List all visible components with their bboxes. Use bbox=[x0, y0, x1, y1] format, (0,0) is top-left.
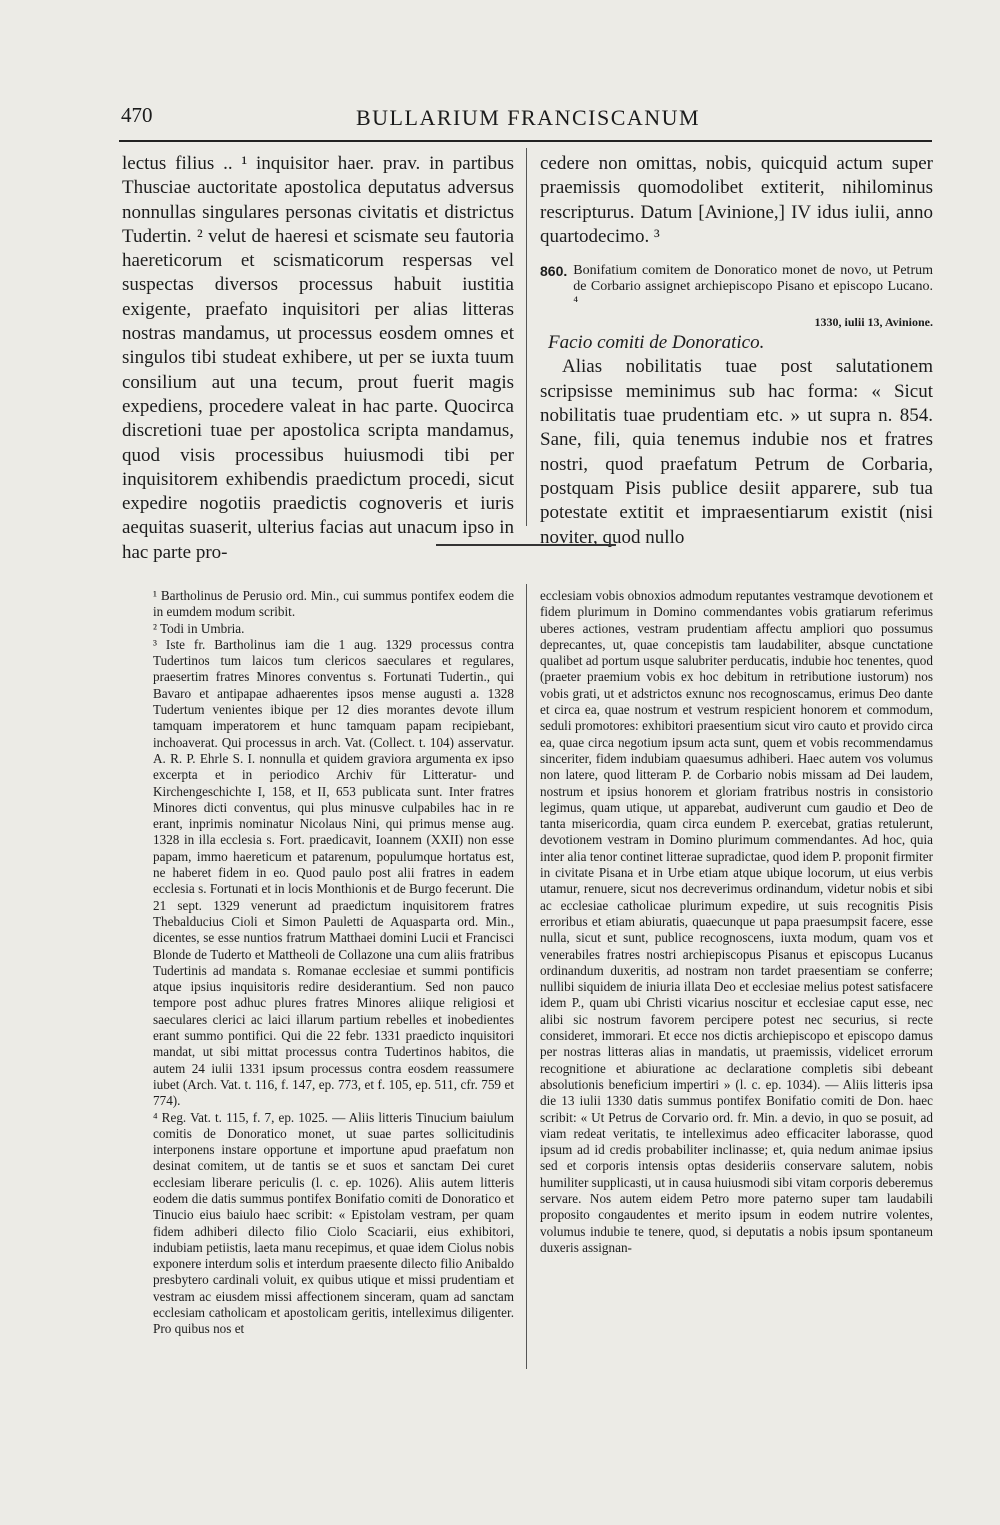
entry-title: Facio comiti de Donoratico. bbox=[548, 332, 765, 354]
entry-date: 1330, iulii 13, Avinione. bbox=[814, 315, 933, 330]
column-divider bbox=[526, 148, 527, 526]
footnote-2: ² Todi in Umbria. bbox=[153, 620, 245, 636]
footnote-4: ⁴ Reg. Vat. t. 115, f. 7, ep. 1025. — Aliis litteris Tinucium baiulum comitis de Donoratico monet, ut suae partes sollicitudinis interponens instare opportune et importune apud praefatum non desinat comitem, ut de tantis se et suos et sanctam Dei curet ecclesiam liberare periculis (l. c. ep. 1026). Aliis autem litteris eodem die datis summus pontifex Bonifatio comiti de Donoratico et Tinucio eius baiulo haec scribit: « Epistolam vestram, per quam fidem adhiberi dilecto filio Ciolo Scaciarii, eius exhibitori, indubiam petiistis, laeta manu recepimus, et quae idem Ciolus nobis exponere interdum solis et interdum praesente dilecto filio Anibaldo presbytero cardinali voluit, ex quibus utique et missi prudentiam et vestram ac eiusdem missi affectionem sinceram, quam ad sanctam ecclesiam catholicam et apostolicam geritis, intelleximus diligenter. Pro quibus nos et bbox=[153, 1109, 514, 1337]
footnotes-rule bbox=[436, 544, 616, 546]
running-title: BULLARIUM FRANCISCANUM bbox=[356, 105, 701, 130]
footnotes-left-column bbox=[153, 588, 514, 1338]
footnote-4-continued: ecclesiam vobis obnoxios admodum reputantes vestramque devotionem et fidem plurimum in Domino commendantes vobis gratiarum referimus uberes actiones, vestram prudentiam affectu ampliori quo possumus deprecantes, ut, quae concepistis tam laudabiliter, absque cunctatione qualibet ad portum usque salubriter perducatis, indubie hoc tenentes, quod (praeter praemium vobis ex hoc debitum in retributione iustorum) nos vobis grati, ut et adstrictos exnunc nos recognoscamus, erimus Deo dante et circa ea, quae nostrum et vestrum respicient honorem et commodum, seduli promotores: exhibitori praesentium sicut viro cauto et provido circa ea, quae circa negotium ipsum acta sunt, quem et vobis recommendamus sinceriter, fidem indubiam quaesumus adhiberi. Haec autem vos volumus non latere, quod litteram P. de Corbario nobis missam ad Dei laudem, nostrum et ipsius honorem et gloriam fratribus nostris in consistorio legimus, quam utique, ut apparebat, audiverunt cum gaudio et Deo de tanta misericordia, quam circa eundem P. exercebat, gratias retulerunt, devotionem vestram in Domino plurimum commendantes. Ad hoc, quia inter alia tenor continet litterae supradictae, quod idem P. proponit firmiter in civitate Pisana et in Urbe etiam atque ubique locorum, ut eius verbis utamur, renuere, sicut nos decreverimus ordinandum, videtur nobis et sibi ac ecclesiae catholicae plurimum expedire, ut suis recognitis Pisis erroribus et etiam abiuratis, quaecunque ut papa praesumpsit facere, esse nulla, sicut et sunt, publice recognoscens, iuxta modum, quam vos et venerabiles fratres nostri archiepiscopus Pisanus et episcopus Lucanus ordinandum duxeritis, ad nostram non tardet praesentiam se conferre; nullibi siquidem de iniuria illata Deo et ecclesiae melius potest satisfacere idem P., quam ubi Christi vicarius noscitur et ecclesiae caput esse, nec alibi sic nostrum favorem percipere potest nec securius, si recte consideret, immorari. Et ecce nos dictis archiepiscopo et episcopo damus per nostras litteras alias in mandatis, ut praemissis, videlicet errorum recognitione et abiuratione ac declaratione completis sibi debeant absolutionis beneficium impertiri » (l. c. ep. 1034). — Aliis litteris ipsa die 13 iulii 1330 datis summus pontifex Bonifatio comiti de Don. haec scribit: « Ut Petrus de Corvario ord. fr. Min. a devio, in quo se posuit, ad viam redeat veritatis, te intelleximus adeo efficaciter laborasse, quod ipsum ad id credis probabiliter inclinasse; et, quia nedum animae ipsius sed et corporis intensis optas desideriis conservare salutem, nobis humiliter supplicasti, ut in causa huiusmodi sibi vitam corporis deberemus servare. Nos autem eidem Petro more paterno super tam laudabili proposito congaudentes et merito ipsum in eodem nutrire volentes, volumus indubie te tenere, quod, si deputatis a nobis ipsum spontaneum duxeris assignan- bbox=[540, 588, 933, 1255]
body-text-left: lectus filius .. ¹ inquisitor haer. prav. in partibus Thusciae auctoritate apostolica deputatus adversus nonnullas singulares personas civitatis et districtus Tudertin. ² velut de haeresi et scismate seu fautoria haereticorum et scismaticorum respersas vel suspectas diversos processus habuit iustitia exigente, praefato inquisitori per alias litteras nostras mandamus, ut processus eosdem omnes et singulos tibi studeat exhibere, ut per se iuxta tuum consilium aut una tecum, prout fuerit magis expediens, procedere valeat in hac parte. Quocirca discretioni tuae per apostolica scripta mandamus, quod visis processibus huiusmodi tibi per inquisitorem exhibendis praedictum procedi, sicut expedire nogotiis praedictis cognoveris et iuris aequitas suaserit, ulterius facias aut unacum ipso in hac parte pro- bbox=[122, 153, 514, 563]
entry-summary: Bonifatium comitem de Donoratico monet de novo, ut Petrum de Corbario assignet archiepiscopo Pisano et episcopo Lucano. ⁴ bbox=[573, 263, 933, 311]
entry-number: 860. bbox=[540, 263, 568, 280]
body-right-column bbox=[540, 152, 933, 550]
entry-header bbox=[540, 263, 933, 311]
body-left-column bbox=[122, 152, 514, 565]
body-text-right-top: cedere non omittas, nobis, quicquid actum super praemissis quomodolibet extiterit, nihilominus rescripturus. Datum [Avinione,] IV idus iulii, anno quartodecimo. ³ bbox=[540, 153, 933, 247]
footnotes-divider bbox=[526, 584, 527, 1369]
header-rule bbox=[119, 140, 932, 142]
footnote-3: ³ Iste fr. Bartholinus iam die 1 aug. 1329 processus contra Tudertinos tum laicos tum clericos saeculares et regulares, praesertim fratres Minores conventus s. Fortunati Tudertin., qui Bavaro et antipapae adhaerentes ipsos mense augusti a. 1328 Tudertum venientes ibique per 12 dies morantes devote illum tamquam imperatorem et hunc tamquam papam recipiebant, inchoaverat. Qui processus in arch. Vat. (Collect. t. 104) asservatur. A. R. P. Ehrle S. I. nonnulla et quidem graviora argumenta ex ipso excerpta et in periodico Archiv für Litteratur- und Kirchengeschichte I, 158, et II, 653 publicata sunt. Inter fratres Minores dicti conventus, qui plus minusve culpabiles hac in re erant, inprimis nominatur Nicolaus Nini, qui primus mense aug. 1328 in illa ecclesia s. Fort. praedicavit, Ioannem (XXII) non esse papam, immo haereticum et patarenum, populumque hortatus est, ne haberet fidem in eo. Quod paulo post alii fratres in eadem ecclesia s. Fortunati et in locis Monthionis et de Burgo fecerunt. Die 21 sept. 1329 venerunt ad praedictum inquisitorem fratres Thebalducius Cioli et Simon Pauletti de Aquasparta ord. Min., dicentes, se esse nuntios fratrum Matthaei domini Lucii et Francisci Blonde de Tuderto et Mattheoli de Collazone una cum aliis fratribus Tudertinis ad mandata s. Romanae ecclesiae et summi pontificis atque ipsius inquisitoris redire desiderantium. Sed non pauco tempore post adhuc plures fratres Minores aliique religiosi et saeculares clerici ac laici illarum partium rebelles et inobedientes erant summo pontifici. Qui die 22 febr. 1331 praedicto inquisitori mandat, ut sibi mittat processus contra Tudertinos habitos, die autem 24 iulii 1331 ipsum processus contra eosdem reassumere iubet (Arch. Vat. t. 116, f. 147, ep. 773, et f. 105, ep. 511, cfr. 759 et 774). bbox=[153, 636, 514, 1109]
entry-text: Alias nobilitatis tuae post salutationem scripsisse meminimus sub hac forma: « Sicut nobilitatis tuae prudentiam etc. » ut supra n. 854. Sane, fili, quia tenemus indubie nos et fratres nostri, quod praefatum Petrum de Corbaria, postquam Pisis publice desiit apparere, sub tua potestate extitit et impraesentiarum existit (nisi noviter, quod nullo bbox=[540, 356, 933, 548]
footnotes-right-column bbox=[540, 588, 933, 1256]
page-number: 470 bbox=[121, 103, 153, 127]
footnote-1: ¹ Bartholinus de Perusio ord. Min., cui summus pontifex eodem die in eumdem modum scribit. bbox=[153, 588, 514, 620]
